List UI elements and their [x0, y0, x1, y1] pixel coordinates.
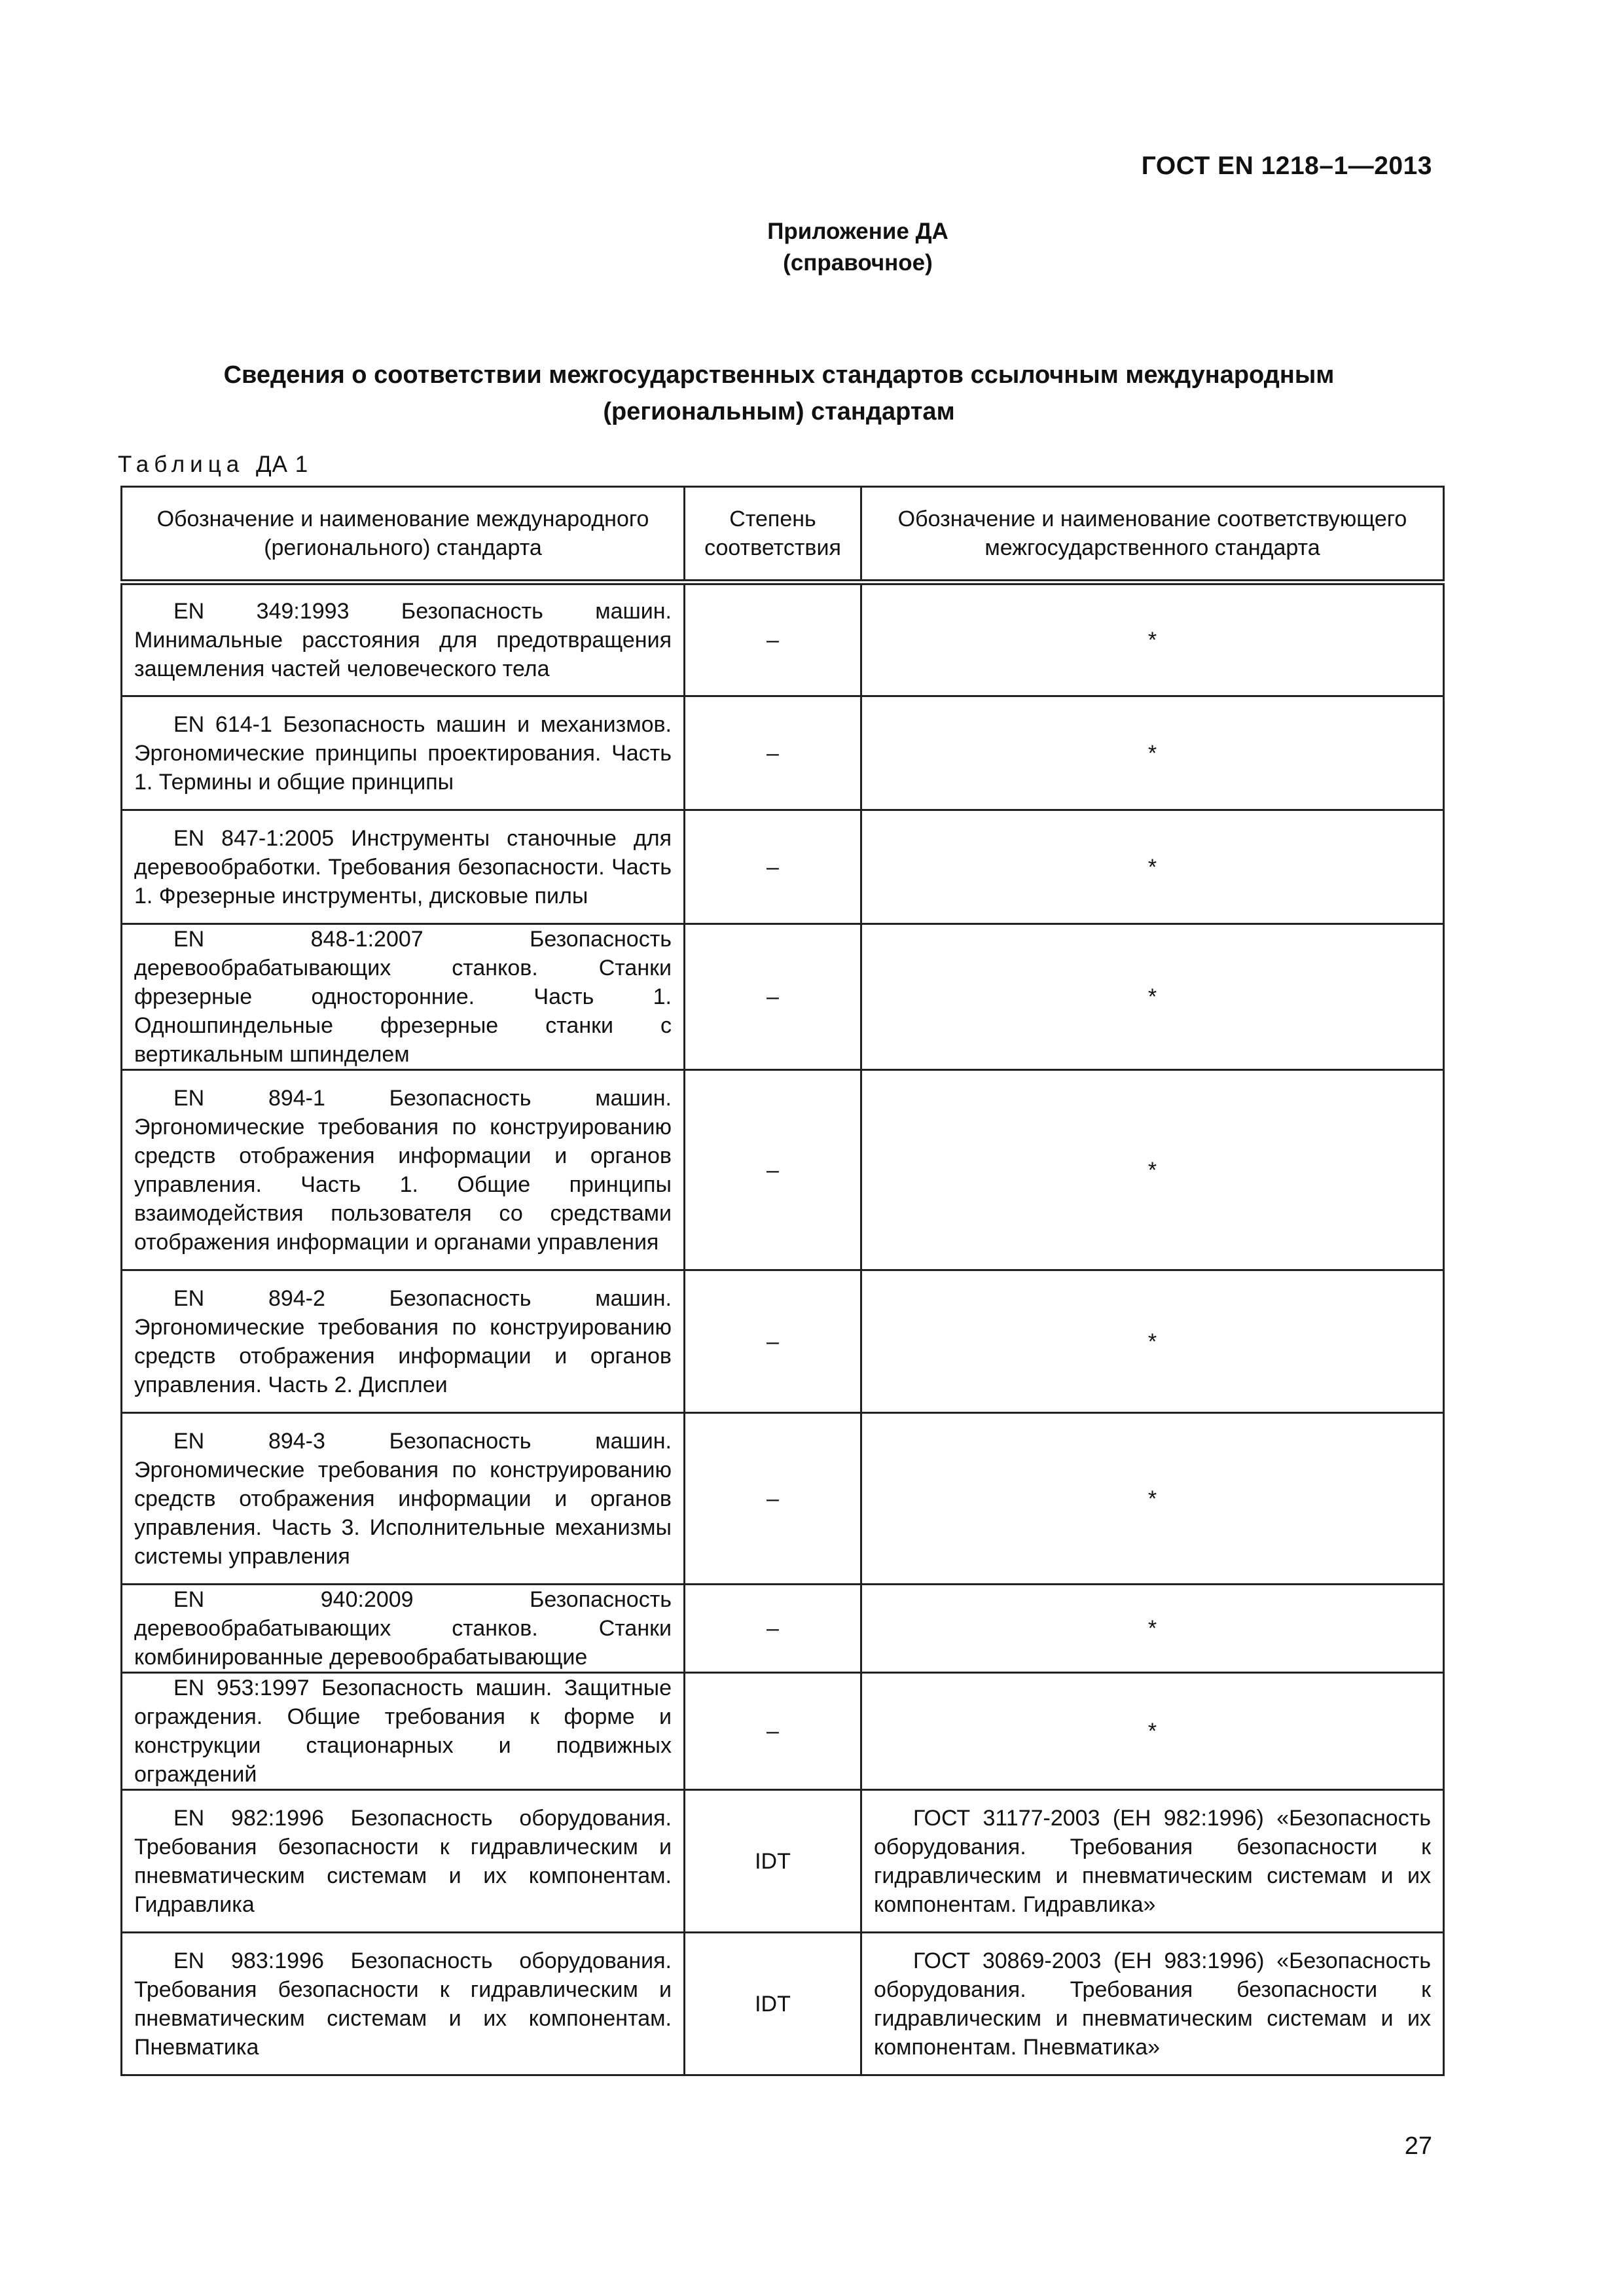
cell-degree: –: [685, 810, 861, 924]
document-code: ГОСТ EN 1218–1—2013: [1141, 152, 1432, 180]
cell-interstate-standard: *: [861, 924, 1444, 1070]
cell-interstate-standard: *: [861, 583, 1444, 696]
table-row: [122, 1070, 1444, 1270]
cell-standard-name: EN 848-1:2007 Безопасность деревообрабатывающих станков. Станки фрезерные односторонние. Часть 1. Одношпиндельные фрезерные станки с вертикальным шпинделем: [122, 924, 685, 1070]
cell-standard-name: EN 614-1 Безопасность машин и механизмов. Эргономические принципы проектирования. Часть 1. Термины и общие принципы: [122, 696, 685, 810]
table-row: [122, 696, 1444, 810]
cell-standard-name: EN 983:1996 Безопасность оборудования. Требования безопасности к гидравлическим и пневматическим системам и их компонентам. Пневматика: [122, 1933, 685, 2075]
cell-degree: –: [685, 1270, 861, 1413]
table-caption-number: ДА 1: [255, 452, 309, 477]
table-row: [122, 1585, 1444, 1673]
table-row: [122, 583, 1444, 696]
table-row: [122, 1413, 1444, 1585]
cell-standard-name: EN 982:1996 Безопасность оборудования. Требования безопасности к гидравлическим и пневматическим системам и их компонентам. Гидравлика: [122, 1790, 685, 1933]
column-header-degree: Степень соответствия: [685, 487, 861, 583]
cell-degree: –: [685, 583, 861, 696]
section-heading-line2: (региональным) стандартам: [603, 398, 955, 425]
cell-standard-name: EN 953:1997 Безопасность машин. Защитные ограждения. Общие требования к форме и конструкции стационарных и подвижных ограждений: [122, 1673, 685, 1790]
cell-interstate-standard: *: [861, 1070, 1444, 1270]
cell-degree: –: [685, 1070, 861, 1270]
cell-interstate-standard: *: [861, 810, 1444, 924]
page-number: 27: [1404, 2132, 1432, 2160]
cell-degree: IDT: [685, 1933, 861, 2075]
cell-degree: –: [685, 1673, 861, 1790]
column-header-interstate: Обозначение и наименование соответствующего межгосударственного стандарта: [861, 487, 1444, 583]
cell-standard-name: EN 940:2009 Безопасность деревообрабатывающих станков. Станки комбинированные деревообрабатывающие: [122, 1585, 685, 1673]
cell-standard-name: EN 349:1993 Безопасность машин. Минимальные расстояния для предотвращения защемления частей человеческого тела: [122, 583, 685, 696]
table-row: [122, 924, 1444, 1070]
table-row: [122, 1270, 1444, 1413]
cell-degree: IDT: [685, 1790, 861, 1933]
table-caption-word: Таблица: [118, 452, 245, 477]
cell-standard-name: EN 847-1:2005 Инструменты станочные для деревообработки. Требования безопасности. Часть 1. Фрезерные инструменты, дисковые пилы: [122, 810, 685, 924]
cell-interstate-standard: *: [861, 1270, 1444, 1413]
table-row: [122, 1790, 1444, 1933]
table-row: [122, 1673, 1444, 1790]
table-caption: [118, 452, 308, 478]
cell-interstate-standard: *: [861, 1413, 1444, 1585]
cell-degree: –: [685, 924, 861, 1070]
table-row: [122, 810, 1444, 924]
column-header-international: Обозначение и наименование международного (регионального) стандарта: [122, 487, 685, 583]
cell-standard-name: EN 894-3 Безопасность машин. Эргономические требования по конструированию средств отображения информации и органов управления. Часть 3. Исполнительные механизмы системы управления: [122, 1413, 685, 1585]
table-row: [122, 1933, 1444, 2075]
section-heading: [131, 357, 1427, 430]
section-heading-line1: Сведения о соответствии межгосударственных стандартов ссылочным международным: [223, 361, 1335, 389]
standards-table: [120, 486, 1445, 2076]
table-header-row: [122, 487, 1444, 583]
cell-interstate-standard: ГОСТ 31177-2003 (ЕН 982:1996) «Безопасность оборудования. Требования безопасности к гидравлическим и пневматическим системам и их компонентам. Гидравлика»: [861, 1790, 1444, 1933]
cell-degree: –: [685, 1585, 861, 1673]
cell-standard-name: EN 894-2 Безопасность машин. Эргономические требования по конструированию средств отображения информации и органов управления. Часть 2. Дисплеи: [122, 1270, 685, 1413]
cell-degree: –: [685, 1413, 861, 1585]
appendix-title: [0, 216, 1624, 279]
cell-degree: –: [685, 696, 861, 810]
cell-standard-name: EN 894-1 Безопасность машин. Эргономические требования по конструированию средств отображения информации и органов управления. Часть 1. Общие принципы взаимодействия пользователя со средствами отображения информации и органами управления: [122, 1070, 685, 1270]
cell-interstate-standard: *: [861, 696, 1444, 810]
appendix-type: (справочное): [783, 250, 933, 276]
cell-interstate-standard: ГОСТ 30869-2003 (ЕН 983:1996) «Безопасность оборудования. Требования безопасности к гидравлическим и пневматическим системам и их компонентам. Пневматика»: [861, 1933, 1444, 2075]
appendix-label: Приложение ДА: [767, 219, 948, 244]
cell-interstate-standard: *: [861, 1585, 1444, 1673]
cell-interstate-standard: *: [861, 1673, 1444, 1790]
